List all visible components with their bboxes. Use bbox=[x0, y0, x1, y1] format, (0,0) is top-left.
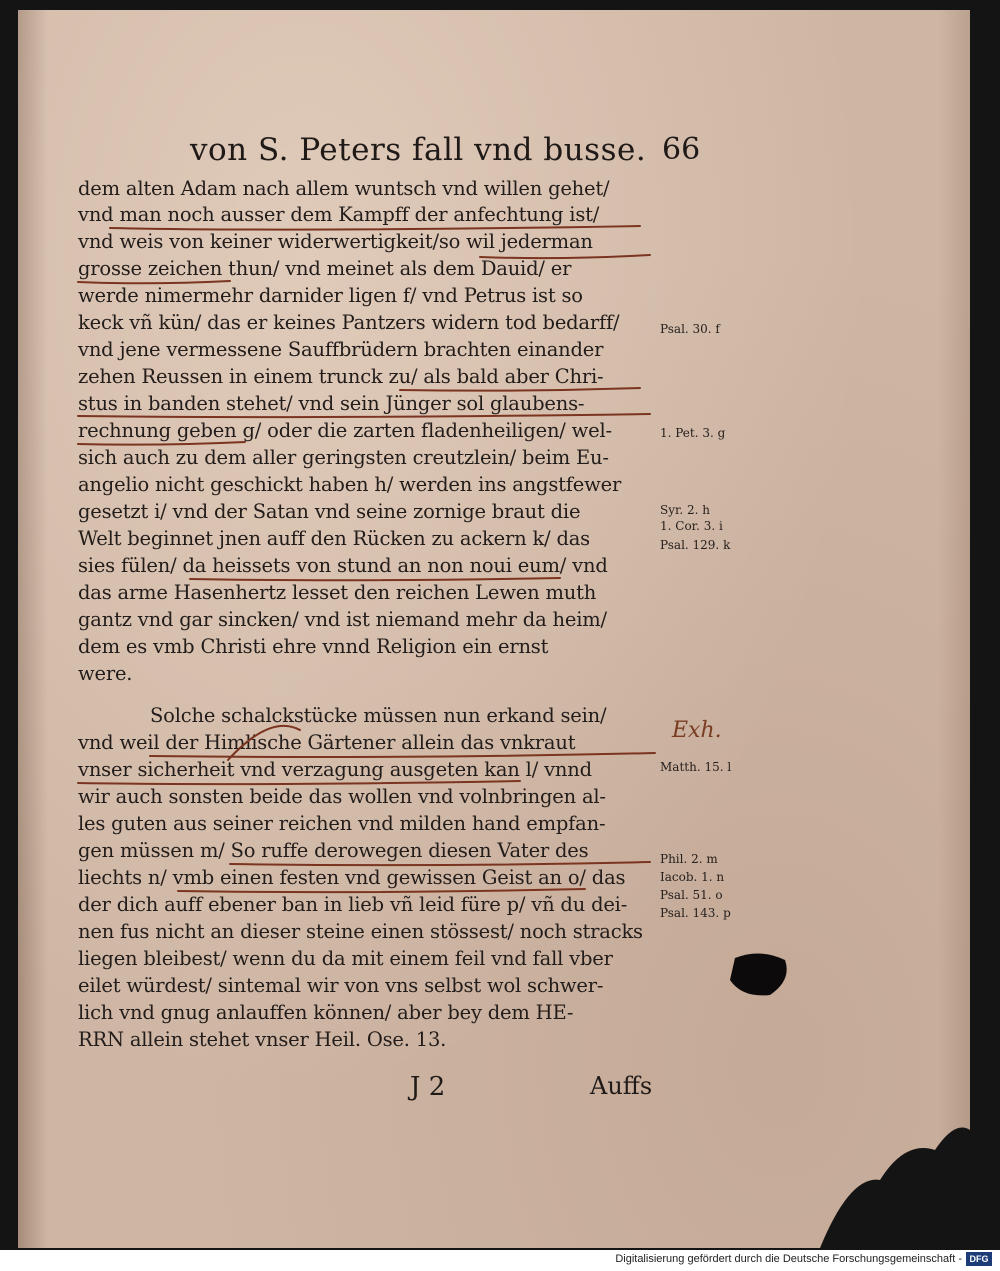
text-line: sies fülen/ da heissets von stund an non noui eum/ vnd bbox=[78, 554, 608, 577]
text-line: nen fus nicht an dieser steine einen stössest/ noch stracks bbox=[78, 920, 643, 943]
text-line: keck vñ kün/ das er keines Pantzers widern tod bedarff/ bbox=[78, 311, 620, 334]
text-line: gesetzt i/ vnd der Satan vnd seine zornige braut die bbox=[78, 500, 581, 523]
text-line: Solche schalckstücke müssen nun erkand sein/ bbox=[150, 704, 607, 727]
marginal-reference: Psal. 143. p bbox=[660, 906, 731, 920]
catchword: Auffs bbox=[590, 1072, 653, 1100]
text-line: RRN allein stehet vnser Heil. Ose. 13. bbox=[78, 1028, 447, 1051]
underline-mark bbox=[228, 726, 300, 760]
underline-mark bbox=[110, 226, 640, 230]
text-line: liechts n/ vmb einen festen vnd gewissen Geist an o/ das bbox=[78, 866, 626, 889]
underline-mark bbox=[78, 414, 650, 417]
text-line: gantz vnd gar sincken/ vnd ist niemand mehr da heim/ bbox=[78, 608, 607, 631]
text-line: vnser sicherheit vnd verzagung ausgeten kan l/ vnnd bbox=[78, 758, 592, 781]
text-line: das arme Hasenhertz lesset den reichen Lewen muth bbox=[78, 581, 597, 604]
text-line: les guten aus seiner reichen vnd milden hand empfan- bbox=[78, 812, 606, 835]
text-line: vnd weil der Himlische Gärtener allein das vnkraut bbox=[78, 731, 576, 754]
running-head: von S. Peters fall vnd busse. bbox=[190, 132, 647, 168]
text-line: were. bbox=[78, 662, 133, 685]
underline-mark bbox=[78, 281, 230, 283]
text-line: der dich auff ebener ban in lieb vñ leid füre p/ vñ du dei- bbox=[78, 893, 628, 916]
underline-mark bbox=[178, 889, 585, 892]
text-line: rechnung geben g/ oder die zarten fladenheiligen/ wel- bbox=[78, 419, 612, 442]
text-line: grosse zeichen thun/ vnd meinet als dem Dauid/ er bbox=[78, 257, 572, 280]
text-line: zehen Reussen in einem trunck zu/ als bald aber Chri- bbox=[78, 365, 604, 388]
underline-mark bbox=[480, 255, 650, 258]
marginal-reference: Psal. 129. k bbox=[660, 538, 731, 552]
text-line: sich auch zu dem aller geringsten creutzlein/ beim Eu- bbox=[78, 446, 609, 469]
dfg-logo: DFG bbox=[966, 1252, 992, 1266]
text-line: lich vnd gnug anlauffen können/ aber bey dem HE- bbox=[78, 1001, 574, 1024]
torn-corner bbox=[820, 1128, 970, 1249]
text-line: vnd man noch ausser dem Kampff der anfechtung ist/ bbox=[78, 203, 600, 226]
text-line: angelio nicht geschickt haben h/ werden ins angstfewer bbox=[78, 473, 622, 496]
text-line: liegen bleibest/ wenn du da mit einem feil vnd fall vber bbox=[78, 947, 613, 970]
text-line: gen müssen m/ So ruffe derowegen diesen Vater des bbox=[78, 839, 589, 862]
underline-mark bbox=[400, 388, 640, 391]
text-line: vnd jene vermessene Sauffbrüdern brachten einander bbox=[78, 338, 604, 361]
text-line: dem alten Adam nach allem wuntsch vnd willen gehet/ bbox=[78, 177, 610, 200]
marginal-reference: 1. Cor. 3. i bbox=[660, 519, 723, 533]
text-line: stus in banden stehet/ vnd sein Jünger sol glaubens- bbox=[78, 392, 585, 415]
folio-number: 66 bbox=[662, 132, 701, 167]
marginal-reference: Psal. 30. f bbox=[660, 322, 720, 336]
marginal-reference: Syr. 2. h bbox=[660, 503, 711, 517]
page-stain bbox=[730, 953, 787, 995]
underline-mark bbox=[78, 781, 520, 784]
digitization-credit: Digitalisierung gefördert durch die Deutsche Forschungsgemeinschaft - bbox=[615, 1253, 962, 1265]
underline-mark bbox=[78, 442, 245, 445]
underline-mark bbox=[150, 753, 655, 757]
text-line: eilet würdest/ sintemal wir von vns selbst wol schwer- bbox=[78, 974, 604, 997]
underline-mark bbox=[230, 862, 650, 865]
marginal-reference: Phil. 2. m bbox=[660, 852, 718, 866]
underline-marks bbox=[78, 226, 655, 892]
underline-mark bbox=[190, 578, 560, 580]
marginal-reference: 1. Pet. 3. g bbox=[660, 426, 726, 440]
marginal-reference: Matth. 15. l bbox=[660, 760, 732, 774]
handwritten-annotation: Exh. bbox=[672, 718, 722, 743]
text-line: dem es vmb Christi ehre vnnd Religion ein ernst bbox=[78, 635, 549, 658]
text-line: wir auch sonsten beide das wollen vnd volnbringen al- bbox=[78, 785, 606, 808]
text-line: vnd weis von keiner widerwertigkeit/so wil jederman bbox=[78, 230, 593, 253]
marginal-reference: Iacob. 1. n bbox=[660, 870, 725, 884]
text-line: Welt beginnet jnen auff den Rücken zu ackern k/ das bbox=[78, 527, 590, 550]
signature-mark: J 2 bbox=[410, 1072, 446, 1102]
marginal-reference: Psal. 51. o bbox=[660, 888, 723, 902]
text-line: werde nimermehr darnider ligen f/ vnd Petrus ist so bbox=[78, 284, 583, 307]
